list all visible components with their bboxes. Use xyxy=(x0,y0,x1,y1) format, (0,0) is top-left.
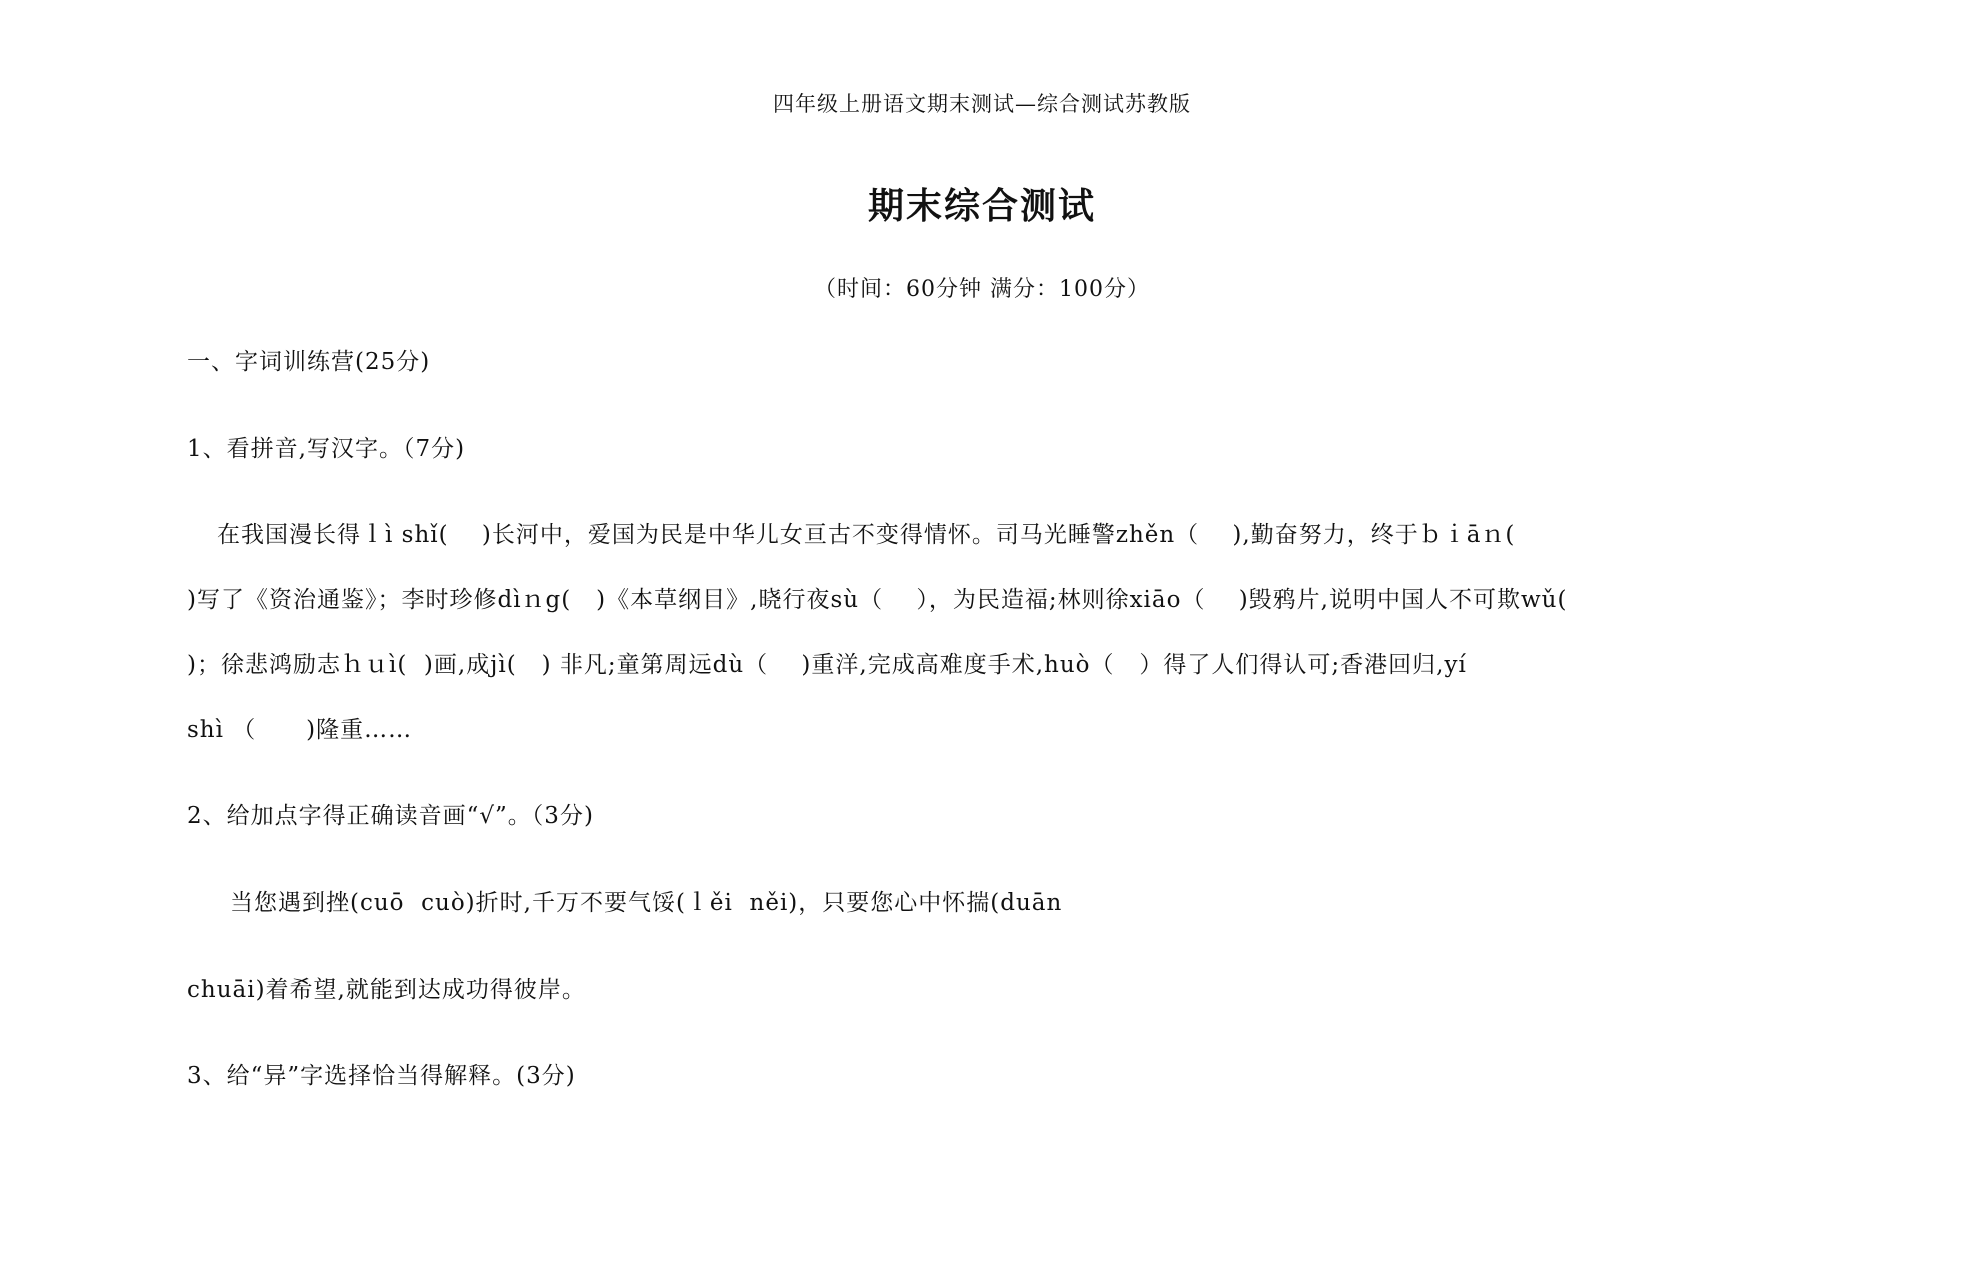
question-1-heading: 1、看拼音,写汉字。（7分) xyxy=(187,436,466,462)
question-2-text-line: chuāi)着希望,就能到达成功得彼岸。 xyxy=(187,977,586,1003)
question-3-heading: 3、给“异”字选择恰当得解释。(3分) xyxy=(187,1063,576,1089)
question-1-text-line: 在我国漫长得ｌì shǐ( )长河中，爱国为民是中华儿女亘古不变得情怀。司马光睡警zhěn（ ),勤奋努力，终于ｂｉāｎ( xyxy=(217,522,1516,548)
question-1-text-line: )写了《资治通鉴》；李时珍修dìｎg( )《本草纲目》,晓行夜sù（ ），为民造福;林则徐xiāo（ )毁鸦片,说明中国人不可欺wǔ( xyxy=(187,587,1568,613)
page-header: 四年级上册语文期末测试—综合测试苏教版 xyxy=(773,92,1191,116)
question-1-text-line: shì （ )隆重…… xyxy=(187,717,413,743)
question-1-text-line: )；徐悲鸿励志ｈｕì( )画,成jì( ) 非凡;童第周远dù（ )重洋,完成高难度手术,huò（ ）得了人们得认可;香港回归,yí xyxy=(187,652,1467,678)
question-2-text-line: 当您遇到挫(cuō cuò)折时,千万不要气馁(ｌěi něi)，只要您心中怀揣(duān xyxy=(230,890,1063,916)
exam-time-score-info: （时间：60分钟 满分：100分） xyxy=(814,277,1150,302)
page-title: 期末综合测试 xyxy=(867,186,1096,227)
question-2-heading: 2、给加点字得正确读音画“√”。（3分) xyxy=(187,803,594,829)
section-heading: 一、字词训练营(25分) xyxy=(187,349,431,375)
